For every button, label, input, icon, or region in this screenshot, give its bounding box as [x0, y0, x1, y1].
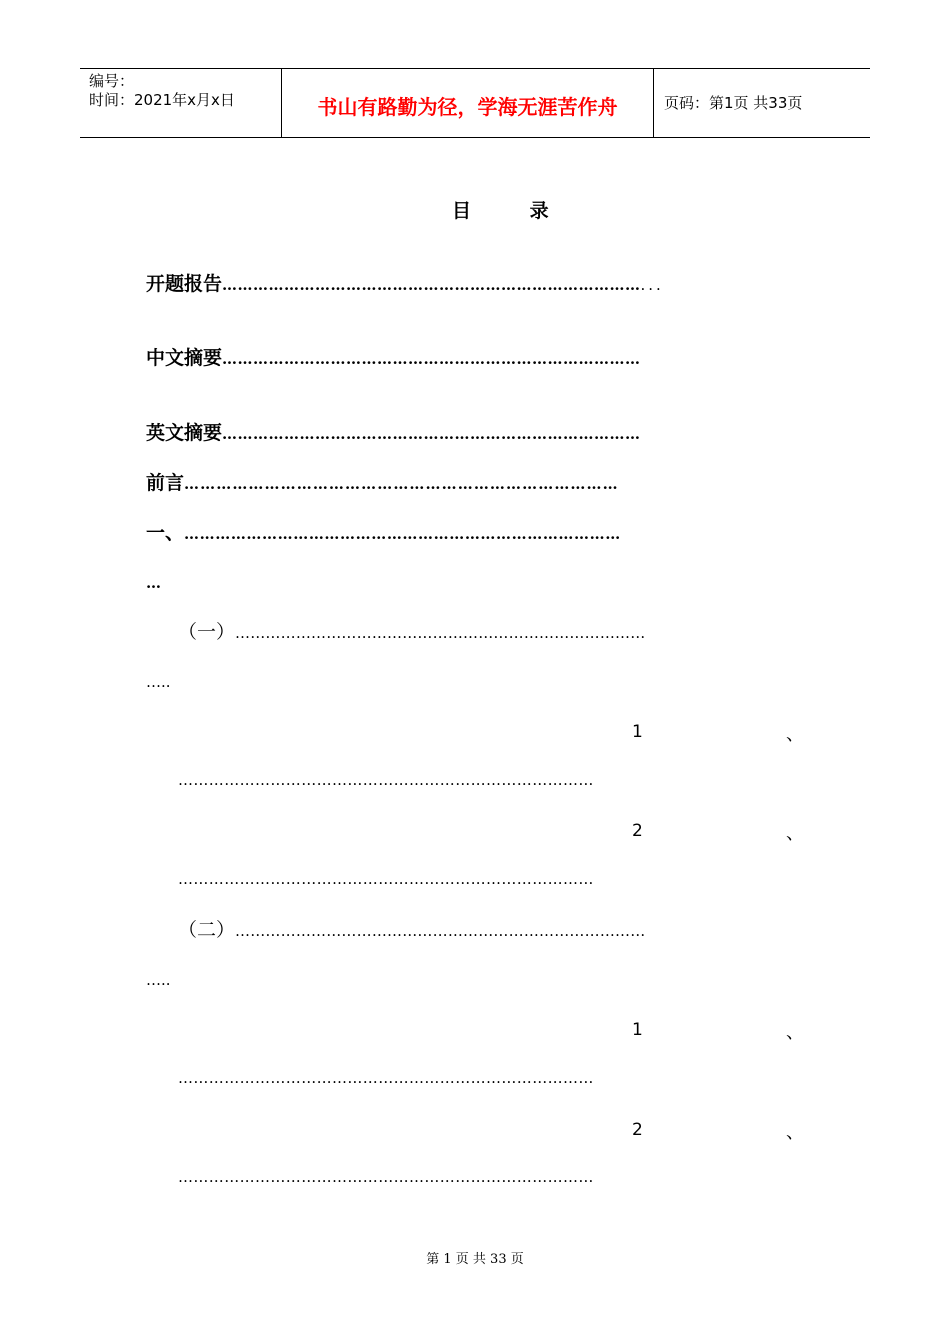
toc-entry-section-one[interactable]: [178, 620, 645, 645]
dot-leader-continuation: …: [146, 574, 162, 592]
toc-entry-en-abstract[interactable]: [146, 421, 641, 446]
entry-label: 前言: [146, 472, 185, 494]
dot-leader-continuation: …..: [146, 971, 171, 989]
dot-leader: ………………………………………………………………………: [184, 475, 619, 493]
toc-entry-cn-abstract[interactable]: [146, 346, 641, 371]
header-motto: 书山有路勤为径，学海无涯苦作舟: [317, 95, 618, 119]
toc-item-leader[interactable]: [178, 1165, 594, 1189]
doc-time-label: 时间：2021年x月x日: [89, 91, 235, 109]
dot-leader: ………………………………………………………………………: [235, 624, 646, 642]
dot-leader: ………………………………………………………………………: [178, 1069, 594, 1087]
entry-label: 英文摘要: [146, 422, 223, 444]
page-header: [80, 68, 870, 138]
toc-item-number: 2: [632, 1120, 643, 1140]
dot-leader: ………………………………………………………………………: [222, 350, 641, 368]
toc-title: 目 录: [452, 200, 575, 222]
toc-item-leader[interactable]: [178, 768, 594, 792]
dot-leader: …………………………………………………………………………: [184, 525, 621, 543]
dot-leader: ………………………………………………………………………: [235, 922, 646, 940]
toc-entry-section-one-continuation: [146, 670, 171, 694]
toc-entry-section-two-continuation: [146, 968, 171, 992]
toc-item-separator: 、: [786, 1122, 804, 1143]
page-footer: 第 1 页 共 33 页: [426, 1252, 524, 1267]
dot-leader-tail: ...: [640, 276, 664, 294]
entry-label: 开题报告: [146, 273, 223, 295]
toc-entry-section-two[interactable]: [178, 918, 645, 943]
dot-leader: ………………………………………………………………………: [178, 771, 594, 789]
header-page-info: 页码：第1页 共33页: [664, 94, 803, 112]
header-motto-cell: [282, 69, 654, 137]
toc-item-separator: 、: [786, 1022, 804, 1043]
dot-leader-continuation: …..: [146, 673, 171, 691]
dot-leader: ………………………………………………………………………: [178, 870, 594, 888]
entry-label: 一、: [146, 522, 185, 544]
toc-item-number: 1: [632, 1020, 643, 1040]
toc-entry-chapter-one[interactable]: [146, 521, 621, 546]
toc-entry-preface[interactable]: [146, 471, 619, 496]
toc-item-leader[interactable]: [178, 1066, 594, 1090]
toc-item-separator: 、: [786, 823, 804, 844]
dot-leader: ………………………………………………………………………: [222, 425, 641, 443]
header-page-cell: [654, 69, 870, 137]
dot-leader: ………………………………………………………………………: [222, 276, 641, 294]
entry-label: （二）: [178, 919, 236, 941]
toc-entry-opening-report[interactable]: [146, 272, 664, 297]
entry-label: 中文摘要: [146, 347, 223, 369]
entry-label: （一）: [178, 621, 236, 643]
dot-leader: ………………………………………………………………………: [178, 1168, 594, 1186]
toc-item-number: 1: [632, 722, 643, 742]
toc-entry-chapter-one-continuation: [146, 570, 162, 595]
doc-number-label: 编号：: [89, 72, 135, 90]
toc-item-leader[interactable]: [178, 867, 594, 891]
toc-item-number: 2: [632, 821, 643, 841]
header-meta: [80, 69, 282, 137]
toc-item-separator: 、: [786, 724, 804, 745]
